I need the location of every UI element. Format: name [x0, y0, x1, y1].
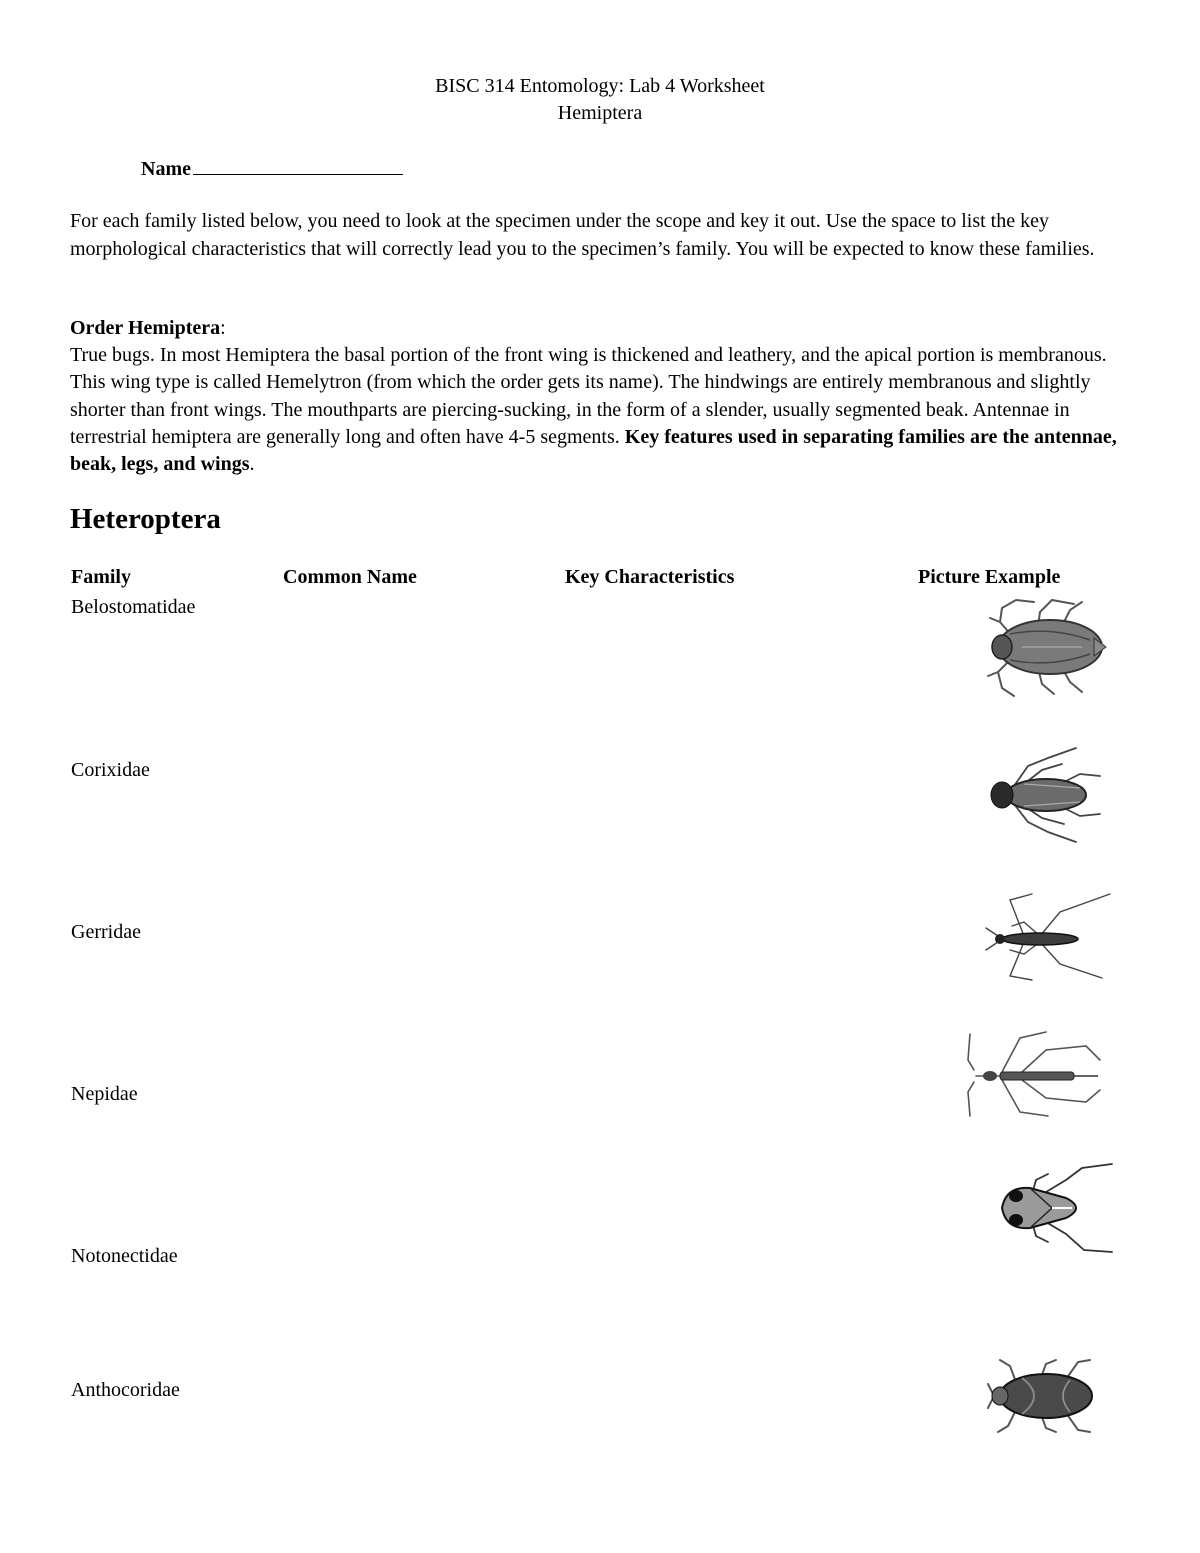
worksheet-subtitle: Hemiptera — [557, 102, 643, 124]
name-field — [141, 156, 403, 181]
family-name-gerridae: Gerridae — [71, 921, 141, 943]
order-key-features-period: . — [249, 453, 255, 476]
giant-water-bug-illustration — [982, 596, 1112, 698]
backswimmer-illustration — [996, 1162, 1116, 1258]
order-title: Order Hemiptera — [70, 317, 221, 339]
order-description-text: True bugs. In most Hemiptera the basal portion of the front wing is thickened and leathery, and the apical portion is membranous. This wing type is called Hemelytron (from which the order gets its name). The hindwings are entirely membranous and slightly shorter than front wings. The mouthparts are piercing-sucking, in the form of a slender, usually segmented beak. Antennae in terrestrial hemiptera are generally long and often have 4-5 segments. — [70, 344, 1107, 448]
water-boatman-illustration — [984, 744, 1104, 844]
family-name-nepidae: Nepidae — [71, 1083, 138, 1105]
order-title-colon: : — [220, 317, 226, 339]
family-name-anthocoridae: Anthocoridae — [71, 1379, 180, 1401]
minute-pirate-bug-illustration — [986, 1356, 1102, 1436]
order-key-features: Key features used in separating families are the antennae, beak, legs, and wings — [70, 425, 1117, 476]
worksheet-header — [0, 73, 1200, 127]
water-strider-illustration — [984, 892, 1114, 982]
name-blank-line[interactable] — [193, 156, 403, 175]
column-header-picture-example: Picture Example — [918, 566, 1061, 588]
family-name-corixidae: Corixidae — [71, 759, 150, 781]
worksheet-title: BISC 314 Entomology: Lab 4 Worksheet — [435, 75, 765, 97]
column-header-key-characteristics: Key Characteristics — [565, 566, 735, 588]
column-header-family: Family — [71, 566, 131, 588]
name-label: Name — [141, 158, 191, 180]
order-description — [70, 315, 1130, 478]
water-scorpion-illustration — [962, 1030, 1102, 1120]
family-name-notonectidae: Notonectidae — [71, 1245, 178, 1267]
family-name-belostomatidae: Belostomatidae — [71, 596, 196, 618]
section-title: Heteroptera — [70, 503, 221, 535]
intro-paragraph: For each family listed below, you need to look at the specimen under the scope and key it out. Use the space to list the key morphological characteristics that will correctly lead you to the specimen’s family. You will be expected to know these families. — [70, 210, 1095, 260]
column-header-common-name: Common Name — [283, 566, 417, 588]
